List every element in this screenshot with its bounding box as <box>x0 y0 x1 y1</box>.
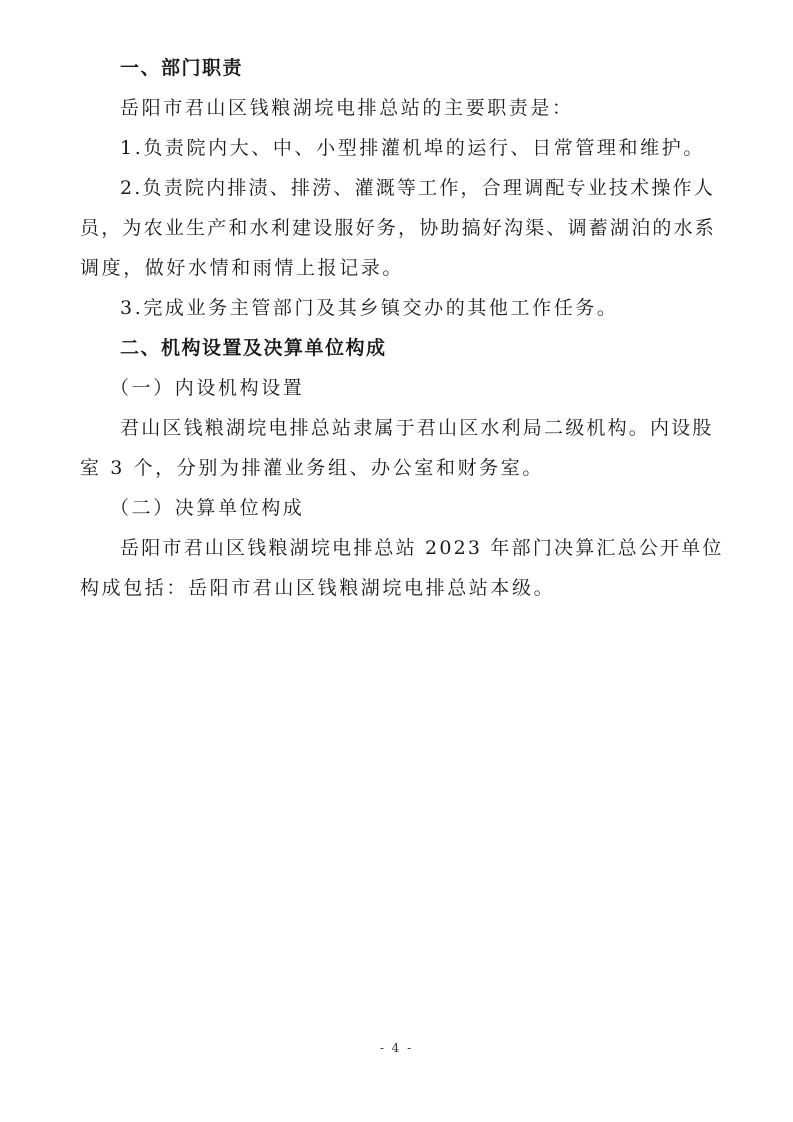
duty-item-2-line-2: 员，为农业生产和水利建设服好务，协助搞好沟渠、调蓄湖泊的水系 <box>80 217 717 239</box>
duty-item-2-line-3: 调度，做好水情和雨情上报记录。 <box>80 257 405 279</box>
section-1-intro: 岳阳市君山区钱粮湖垸电排总站的主要职责是： <box>120 97 574 119</box>
duty-item-3: 3.完成业务主管部门及其乡镇交办的其他工作任务。 <box>120 297 619 319</box>
section-1-heading: 一、部门职责 <box>120 57 244 79</box>
subsection-2-line-2: 构成包括：岳阳市君山区钱粮湖垸电排总站本级。 <box>80 577 556 599</box>
subsection-1-heading: （一）内设机构设置 <box>110 377 305 399</box>
duty-item-1: 1.负责院内大、中、小型排灌机埠的运行、日常管理和维护。 <box>120 137 705 159</box>
page-number: - 4 - <box>379 1041 414 1055</box>
subsection-1-line-2: 室 3 个，分别为排灌业务组、办公室和财务室。 <box>80 457 544 479</box>
subsection-2-line-1: 岳阳市君山区钱粮湖垸电排总站 2023 年部门决算汇总公开单位 <box>120 537 724 559</box>
document-page <box>80 48 724 608</box>
subsection-2-heading: （二）决算单位构成 <box>110 497 305 519</box>
duty-item-2-line-1: 2.负责院内排渍、排涝、灌溉等工作，合理调配专业技术操作人 <box>120 177 715 199</box>
section-2-heading: 二、机构设置及决算单位构成 <box>120 337 387 359</box>
subsection-1-line-1: 君山区钱粮湖垸电排总站隶属于君山区水利局二级机构。内设股 <box>120 417 714 439</box>
